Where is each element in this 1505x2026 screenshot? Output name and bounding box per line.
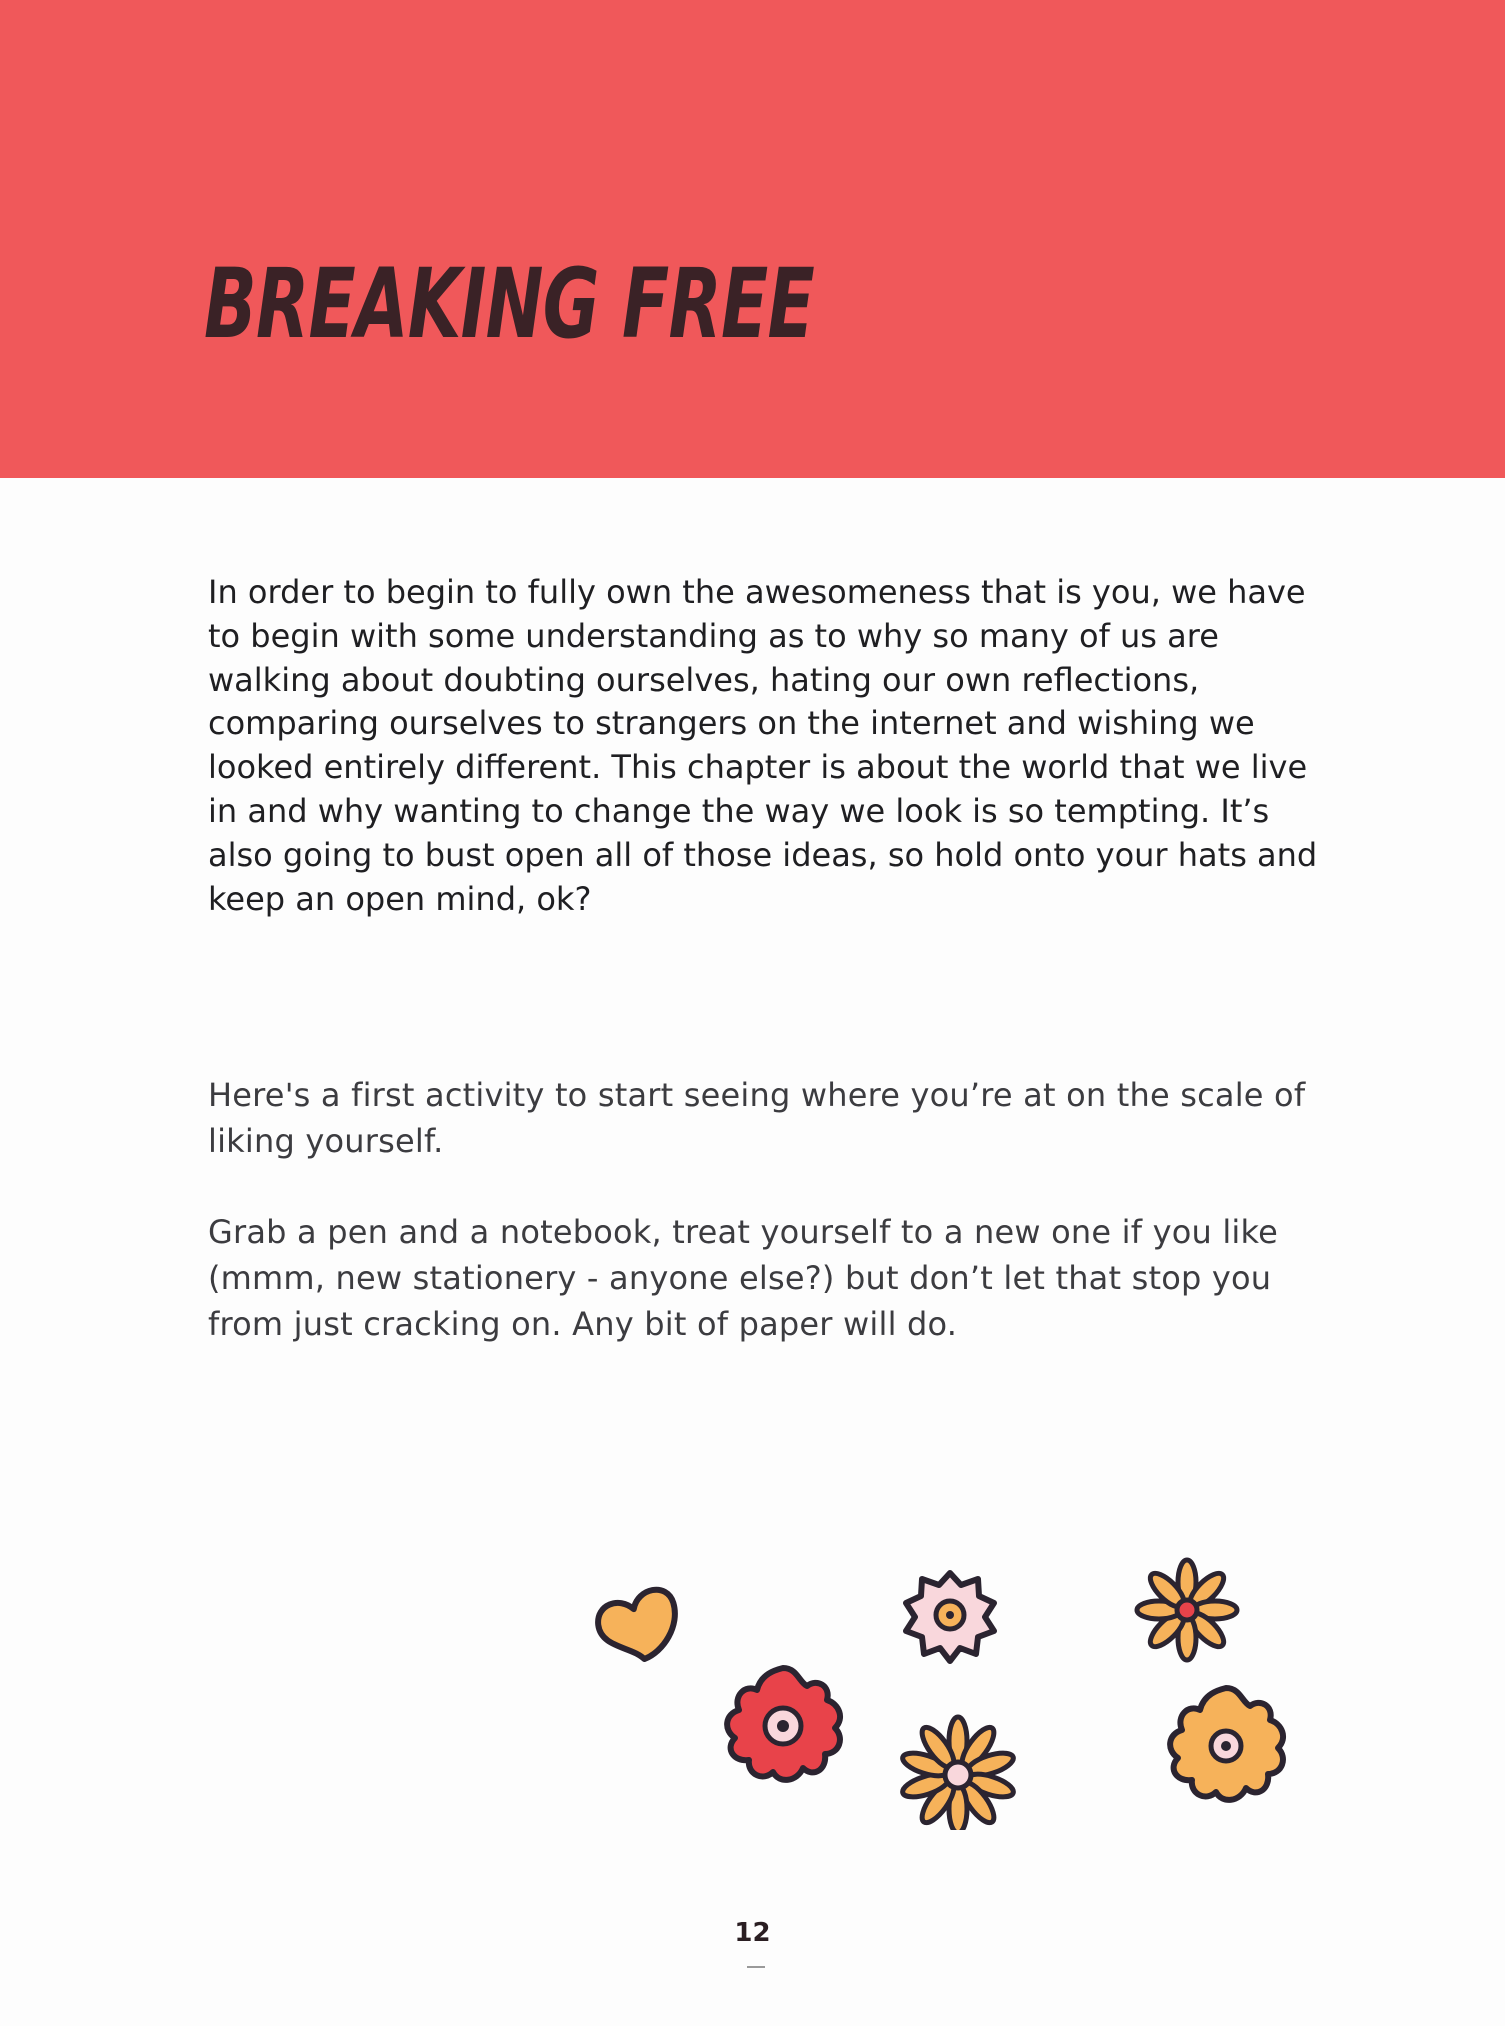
chapter-header-band [0,0,1505,478]
flower-doodles [540,1530,1320,1830]
red-flower-icon [727,1668,840,1780]
page-number: 12 [734,1918,771,1948]
orange-daisy-icon [1137,1560,1237,1660]
instructions-paragraph: Grab a pen and a notebook, treat yourself to a new one if you like (mmm, new stationery - anyone else?) but don’t let that stop you from just cracking on. Any bit of paper will do. [208,1213,1278,1343]
page-number-underline [747,1966,765,1968]
orange-pink-daisy-icon [900,1717,1016,1830]
pink-flower-icon [906,1573,994,1661]
intro-paragraph: In order to begin to fully own the awesomeness that is you, we have to begin with some understanding as to why so many of us are walking about doubting ourselves, hating our own reflections, comparing ourselves to strangers on the internet and wishing we looked entirely different. This chapter is about the world that we live in and why wanting to change the way we look is so tempting. It’s also going to bust open all of those ideas, so hold onto your hats and keep an open mind, ok? [208,573,1318,918]
chapter-title: BREAKING FREE [204,248,815,360]
heart-icon [593,1586,683,1667]
orange-flower-icon [1170,1688,1283,1800]
activity-paragraph: Here's a first activity to start seeing where you’re at on the scale of liking yourself. [208,1076,1306,1160]
